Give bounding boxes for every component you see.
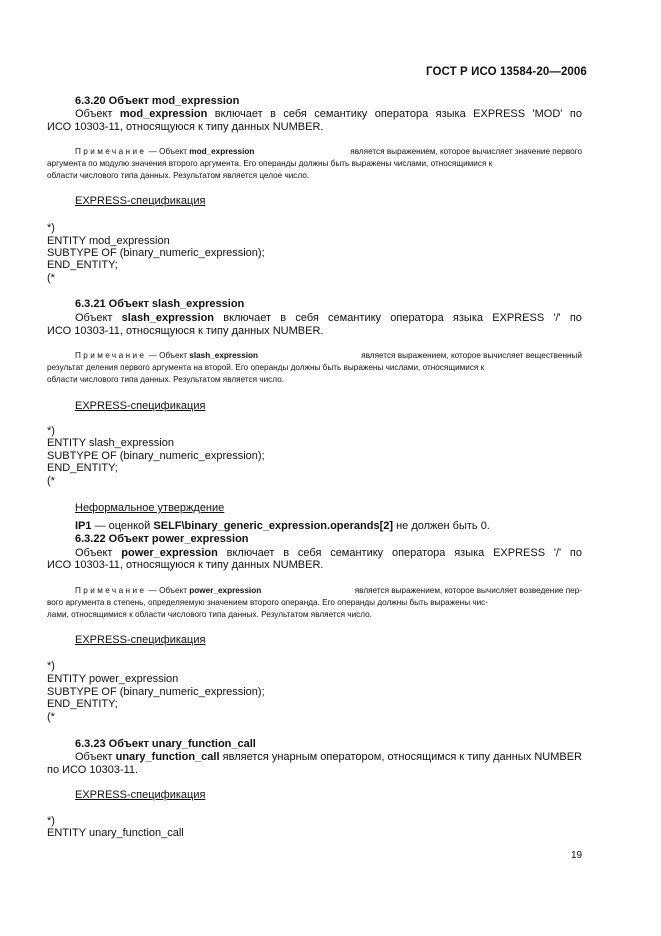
code-line: *)	[47, 660, 55, 672]
word: включает	[214, 108, 263, 120]
section-heading-6-3-20: 6.3.20 Объект mod_expression	[75, 95, 240, 107]
word: относящимся	[387, 751, 457, 763]
word: по	[569, 312, 582, 324]
section-paragraph-line1	[75, 108, 582, 120]
word: оператора	[391, 547, 446, 559]
informal-proposition	[75, 520, 490, 533]
note-text: — Объект	[148, 147, 188, 156]
code-line: SUBTYPE OF (binary_numeric_expression);	[47, 450, 265, 462]
word: оператора	[390, 312, 444, 324]
informal-propositions-label: Неформальное утверждение	[75, 502, 225, 514]
word: языка	[435, 108, 466, 120]
note-term: slash_expression	[189, 351, 259, 360]
note-text: — Объект	[148, 351, 188, 360]
word: по	[569, 108, 582, 120]
note-line2: результат деления первого аргумента на второй. Его операнды должны быть выражены числами, относящимися к	[47, 363, 485, 372]
note-label: Примечание	[75, 147, 147, 156]
note-line2: аргумента по модулю значения второго аргумента. Его операнды должны быть выражены числами, относящимися к	[47, 159, 493, 168]
word: себя	[295, 312, 319, 324]
code-line: END_ENTITY;	[47, 698, 118, 710]
proposition-text: не должен быть 0.	[396, 520, 490, 532]
section-heading-6-3-23: 6.3.23 Объект unary_function_call	[75, 738, 256, 750]
code-line: ENTITY mod_expression	[47, 235, 170, 247]
express-spec-label: EXPRESS-спецификация	[75, 789, 206, 801]
section-heading-6-3-22: 6.3.22 Объект power_expression	[75, 533, 249, 545]
code-line: (*	[47, 711, 55, 723]
proposition-term: SELF\binary_generic_expression.operands[2]	[153, 520, 394, 532]
note-line3: области числового типа данных. Результатом является число.	[47, 375, 284, 384]
word: оператора	[374, 108, 429, 120]
note-line1	[75, 586, 582, 595]
word: семантику	[314, 108, 368, 120]
code-line: *)	[47, 222, 55, 234]
word: семантику	[330, 547, 384, 559]
word: включает	[226, 547, 275, 559]
word: языка	[454, 547, 485, 559]
word: в	[270, 108, 276, 120]
note-line1	[75, 147, 582, 156]
note-text: является выражением, которое вычисляет возведение пер-	[354, 586, 582, 595]
word: в	[280, 312, 287, 324]
word: себя	[283, 108, 307, 120]
word: оператором,	[320, 751, 385, 763]
note-text: является выражением, которое вычисляет значение первого	[350, 147, 582, 156]
word: по	[569, 547, 582, 559]
code-line: *)	[47, 815, 55, 827]
entity-term: unary_function_call	[115, 751, 220, 763]
proposition-text: — оценкой	[94, 520, 151, 532]
code-line: ENTITY unary_function_call	[47, 827, 184, 839]
code-line: SUBTYPE OF (binary_numeric_expression);	[47, 247, 265, 259]
word: к	[459, 751, 465, 763]
note-text: является выражением, которое вычисляет вещественный	[361, 351, 582, 360]
word: NUMBER	[534, 751, 582, 763]
word: Объект	[75, 751, 113, 763]
word: EXPRESS	[473, 108, 526, 120]
page-number: 19	[571, 850, 583, 861]
entity-term: mod_expression	[119, 108, 208, 120]
section-heading-6-3-21: 6.3.21 Объект slash_expression	[75, 298, 245, 310]
word: '/'	[553, 547, 562, 559]
word: EXPRESS	[492, 312, 545, 324]
section-paragraph-line1	[75, 312, 582, 324]
word: семантику	[328, 312, 382, 324]
word: Объект	[75, 547, 113, 559]
entity-term: slash_expression	[121, 312, 215, 324]
note-line1	[75, 351, 582, 360]
note-term: mod_expression	[189, 147, 255, 156]
section-paragraph-line2: по ИСО 10303-11.	[47, 764, 139, 776]
express-spec-label: EXPRESS-спецификация	[75, 195, 206, 207]
note-line2: вого аргумента в степень, определяемую значением второго операнда. Его операнды должны быть выражены чис-	[47, 598, 489, 607]
word: унарным	[271, 751, 318, 763]
section-paragraph-line2: ИСО 10303-11, относящуюся к типу данных NUMBER.	[47, 121, 324, 133]
word: является	[222, 751, 269, 763]
note-line3: лами, относящимися к области числового типа данных. Результатом является число.	[47, 610, 372, 619]
word: '/'	[553, 312, 561, 324]
word: типу	[467, 751, 490, 763]
word: себя	[297, 547, 322, 559]
word: данных	[493, 751, 532, 763]
word: Объект	[75, 108, 113, 120]
section-paragraph-line1	[75, 547, 582, 559]
code-line: (*	[47, 272, 55, 284]
section-paragraph-line1	[75, 751, 582, 763]
code-line: END_ENTITY;	[47, 259, 118, 271]
word: в	[283, 547, 290, 559]
word: 'MOD'	[532, 108, 563, 120]
express-spec-label: EXPRESS-спецификация	[75, 400, 206, 412]
standard-designation: ГОСТ Р ИСО 13584-20—2006	[426, 66, 587, 78]
code-line: (*	[47, 475, 55, 487]
word: включает	[223, 312, 272, 324]
note-line3: области числового типа данных. Результатом является целое число.	[47, 171, 310, 180]
code-line: ENTITY slash_expression	[47, 437, 174, 449]
note-label: Примечание	[75, 351, 147, 360]
entity-term: power_expression	[121, 547, 218, 559]
code-line: END_ENTITY;	[47, 462, 118, 474]
express-spec-label: EXPRESS-спецификация	[75, 634, 206, 646]
code-line: *)	[47, 425, 55, 437]
code-line: ENTITY power_expression	[47, 673, 179, 685]
code-line: SUBTYPE OF (binary_numeric_expression);	[47, 686, 265, 698]
section-paragraph-line2: ИСО 10303-11, относящуюся к типу данных NUMBER.	[47, 325, 324, 337]
word: языка	[452, 312, 483, 324]
word: Объект	[75, 312, 113, 324]
note-term: power_expression	[189, 586, 262, 595]
section-paragraph-line2: ИСО 10303-11, относящуюся к типу данных NUMBER.	[47, 559, 324, 571]
note-label: Примечание	[75, 586, 147, 595]
note-text: — Объект	[148, 586, 188, 595]
proposition-id: IP1	[75, 520, 92, 532]
word: EXPRESS	[493, 547, 546, 559]
